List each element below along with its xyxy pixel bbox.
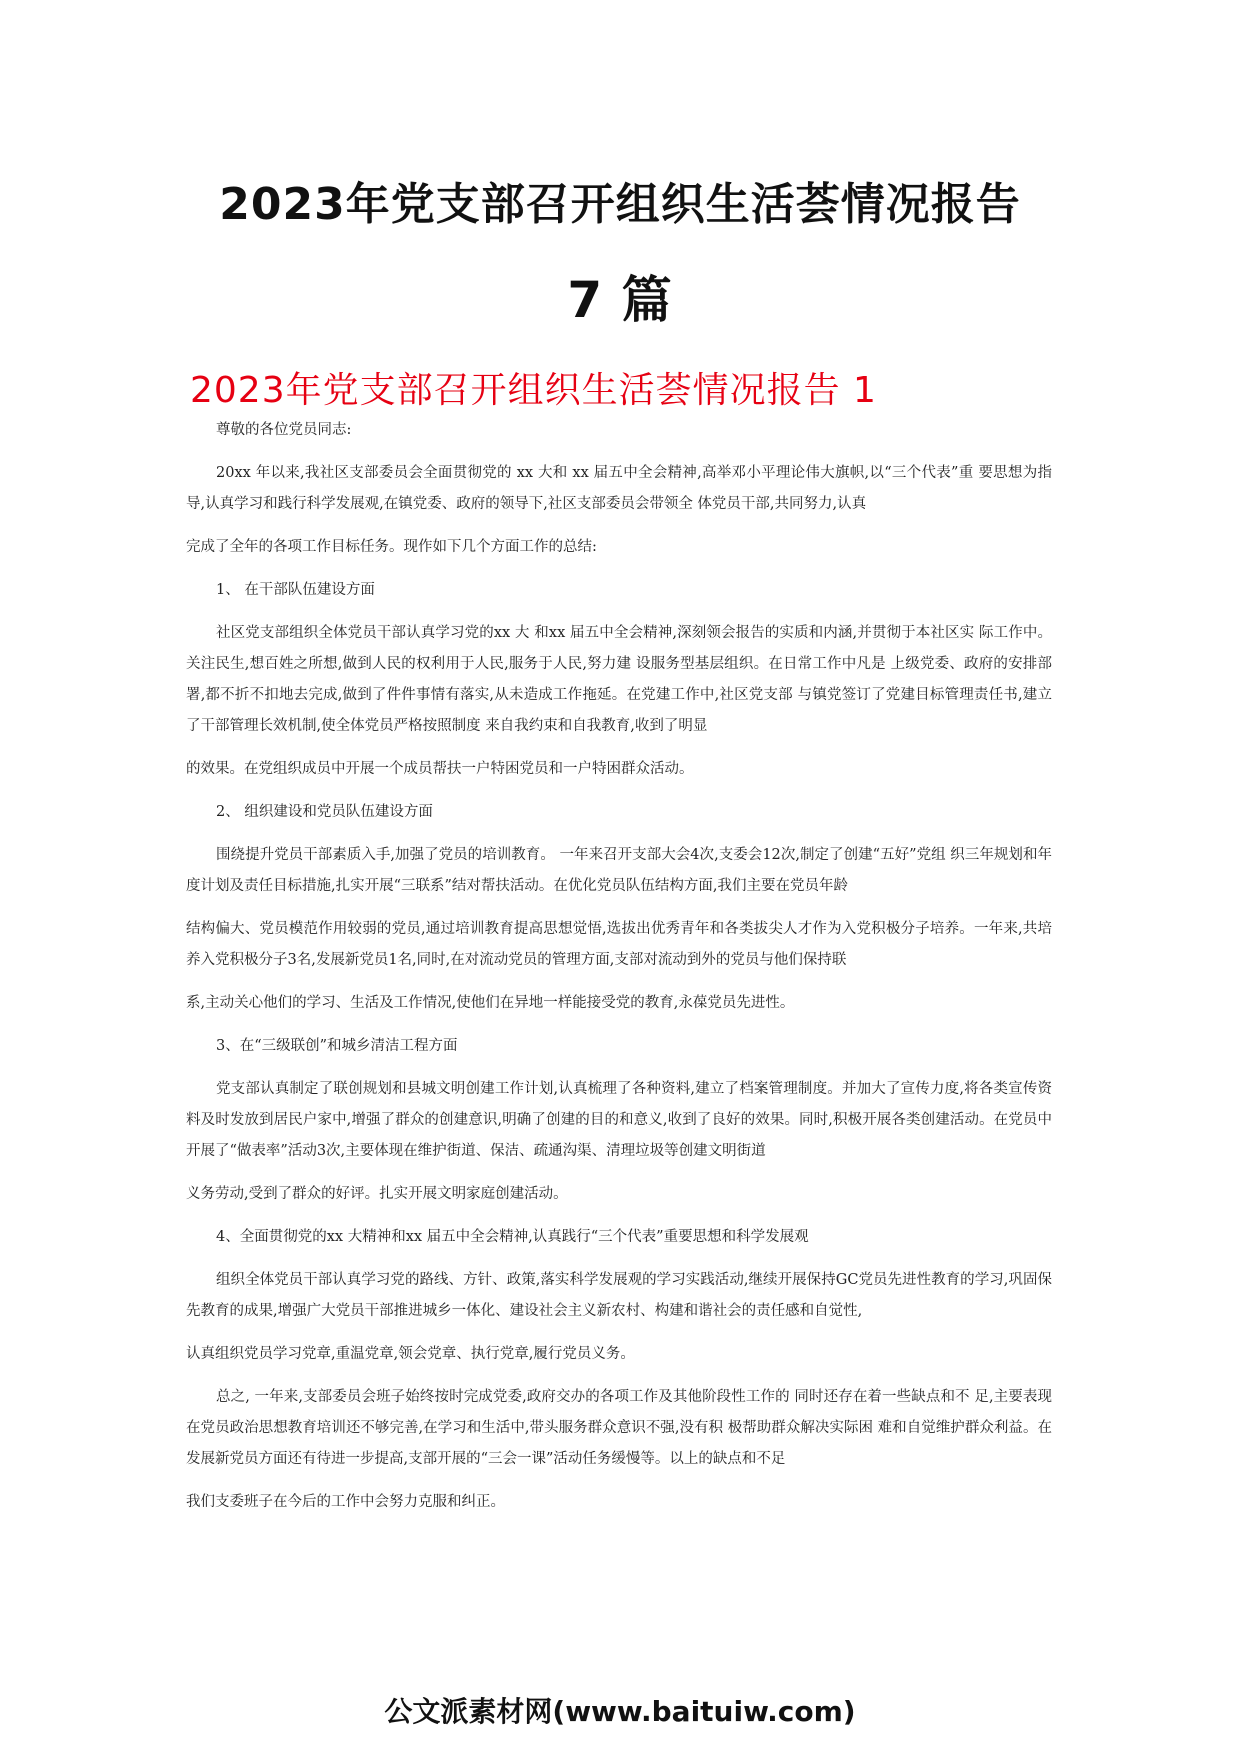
paragraph: 认真组织党员学习党章,重温党章,领会党章、执行党章,履行党员义务。 <box>186 1346 635 1362</box>
paragraph: 义务劳动,受到了群众的好评。扎实开展文明家庭创建活动。 <box>186 1186 568 1202</box>
paragraph: 20xx 年以来,我社区支部委员会全面贯彻党的 xx 大和 xx 届五中全会精神,高举邓小平理论伟大旗帜,以“三个代表”重 要思想为指导,认真学习和践行科学发展观,在镇党委、政府的领导下,社区支部委员会带领全 体党员干部,共同努力,认真 <box>186 465 1052 512</box>
document-body <box>186 415 1052 1530</box>
paragraph: 党支部认真制定了联创规划和县城文明创建工作计划,认真梳理了各种资料,建立了档案管理制度。并加大了宣传力度,将各类宣传资料及时发放到居民户家中,增强了群众的创建意识,明确了创建的目的和意义,收到了良好的效果。同时,积极开展各类创建活动。在党员中开展了“做表率”活动3次,主要体现在维护街道、保洁、疏通沟渠、清理垃圾等创建文明街道 <box>186 1081 1052 1159</box>
document-title-count: 7 篇 <box>567 271 673 329</box>
subheading: 2、 组织建设和党员队伍建设方面 <box>216 804 433 820</box>
paragraph: 系,主动关心他们的学习、生活及工作情况,使他们在异地一样能接受党的教育,永葆党员先进性。 <box>186 995 795 1011</box>
paragraph: 组织全体党员干部认真学习党的路线、方针、政策,落实科学发展观的学习实践活动,继续开展保持GC党员先进性教育的学习,巩固保先教育的成果,增强广大党员干部推进城乡一体化、建设社会主义新农村、构建和谐社会的责任感和自觉性, <box>186 1272 1052 1319</box>
document-title: 2023年党支部召开组织生活荟情况报告 <box>219 179 1021 230</box>
paragraph: 围绕提升党员干部素质入手,加强了党员的培训教育。 一年来召开支部大会4次,支委会12次,制定了创建“五好”党组 织三年规划和年度计划及责任目标措施,扎实开展“三联系”结对帮扶活动。在优化党员队伍结构方面,我们主要在党员年龄 <box>186 847 1052 894</box>
footer-watermark: 公文派素材网(www.baituiw.com) <box>384 1695 856 1728</box>
paragraph: 的效果。在党组织成员中开展一个成员帮扶一户特困党员和一户特困群众活动。 <box>186 761 694 777</box>
subheading: 1、 在干部队伍建设方面 <box>216 582 375 598</box>
salutation: 尊敬的各位党员同志: <box>216 422 352 438</box>
paragraph: 我们支委班子在今后的工作中会努力克服和纠正。 <box>186 1494 505 1510</box>
paragraph: 完成了全年的各项工作目标任务。现作如下几个方面工作的总结: <box>186 539 597 555</box>
paragraph: 社区党支部组织全体党员干部认真学习党的xx 大 和xx 届五中全会精神,深刻领会报告的实质和内涵,并贯彻于本社区实 际工作中。关注民生,想百姓之所想,做到人民的权利用于人民,服务于人民,努力建 设服务型基层组织。在日常工作中凡是 上级党委、政府的安排部署,都不折不扣地去完成,做到了件件事情有落实,从未造成工作拖延。在党建工作中,社区党支部 与镇党签订了党建目标管理责任书,建立了干部管理长效机制,使全体党员严格按照制度 来自我约束和自我教育,收到了明显 <box>186 625 1052 734</box>
subheading: 4、全面贯彻党的xx 大精神和xx 届五中全会精神,认真践行“三个代表”重要思想和科学发展观 <box>216 1229 809 1245</box>
paragraph: 总之, 一年来,支部委员会班子始终按时完成党委,政府交办的各项工作及其他阶段性工作的 同时还存在着一些缺点和不 足,主要表现在党员政治思想教育培训还不够完善,在学习和生活中,带头服务群众意识不强,没有积 极帮助群众解决实际困 难和自觉维护群众利益。在发展新党员方面还有待进一步提高,支部开展的“三会一课”活动任务缓慢等。以上的缺点和不足 <box>186 1389 1052 1467</box>
paragraph: 结构偏大、党员模范作用较弱的党员,通过培训教育提高思想觉悟,选拔出优秀青年和各类拔尖人才作为入党积极分子培养。一年来,共培养入党积极分子3名,发展新党员1名,同时,在对流动党员的管理方面,支部对流动到外的党员与他们保持联 <box>186 921 1052 968</box>
section-title: 2023年党支部召开组织生活荟情况报告 1 <box>190 370 877 411</box>
subheading: 3、在“三级联创”和城乡清洁工程方面 <box>216 1038 458 1054</box>
